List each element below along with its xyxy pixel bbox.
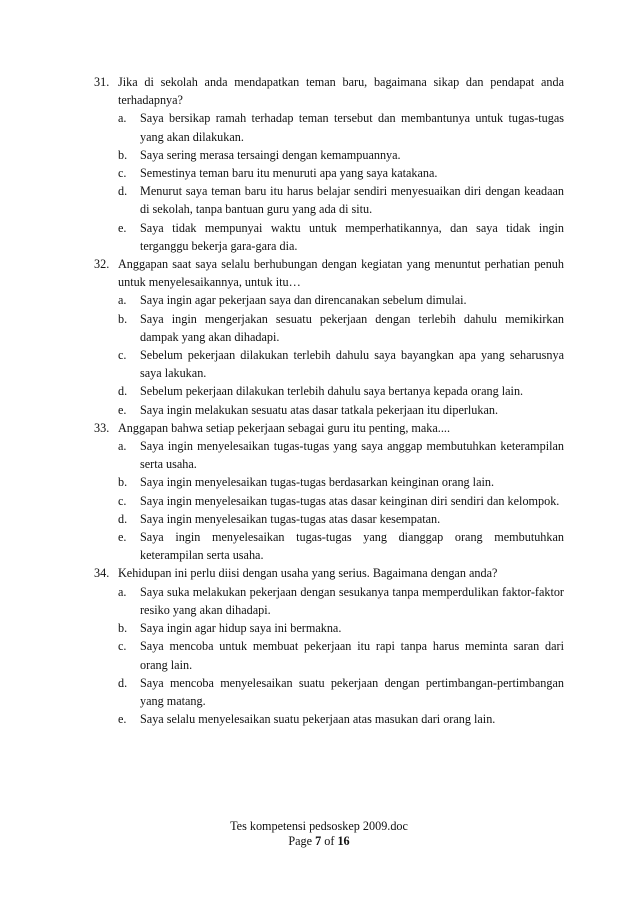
option-item xyxy=(118,510,564,528)
option-text: Saya mencoba menyelesaikan suatu pekerjaan dengan pertimbangan-pertimbangan yang matang. xyxy=(140,675,564,708)
option-letter: e. xyxy=(118,530,127,545)
option-text: Sebelum pekerjaan dilakukan terlebih dahulu saya bertanya kepada orang lain. xyxy=(140,384,524,399)
question-31 xyxy=(94,73,564,255)
option-list xyxy=(118,109,564,255)
option-letter: a. xyxy=(118,584,127,599)
question-number: 34. xyxy=(94,566,110,581)
option-item xyxy=(118,674,564,710)
option-text: Saya ingin mengerjakan sesuatu pekerjaan dengan terlebih dahulu memikirkan dampak yang akan dihadapi. xyxy=(140,311,564,344)
option-text: Saya tidak mempunyai waktu untuk memperhatikannya, dan saya tidak ingin terganggu bekerja gara-gara dia. xyxy=(140,220,564,253)
option-letter: b. xyxy=(118,311,128,326)
option-item xyxy=(118,637,564,673)
option-letter: a. xyxy=(118,439,127,454)
option-letter: d. xyxy=(118,675,128,690)
option-item xyxy=(118,182,564,218)
page-label: Page xyxy=(288,834,313,848)
option-letter: d. xyxy=(118,184,128,199)
question-text: Anggapan bahwa setiap pekerjaan sebagai guru itu penting, maka.... xyxy=(118,420,450,435)
option-item xyxy=(118,291,564,309)
question-33 xyxy=(94,419,564,565)
option-item xyxy=(118,346,564,382)
option-item xyxy=(118,310,564,346)
option-text: Saya ingin menyelesaikan tugas-tugas berdasarkan keinginan orang lain. xyxy=(140,475,495,490)
option-text: Saya suka melakukan pekerjaan dengan sesukanya tanpa memperdulikan faktor-faktor resiko yang akan dihadapi. xyxy=(140,584,564,617)
page-total: 16 xyxy=(337,834,350,848)
option-text: Saya ingin agar pekerjaan saya dan direncanakan sebelum dimulai. xyxy=(140,293,467,308)
option-text: Sebelum pekerjaan dilakukan terlebih dahulu saya bayangkan apa yang seharusnya saya lakukan. xyxy=(140,348,564,381)
option-letter: b. xyxy=(118,475,128,490)
page-current: 7 xyxy=(315,834,322,848)
option-item xyxy=(118,146,564,164)
footer-page-number xyxy=(0,834,638,849)
option-letter: a. xyxy=(118,293,127,308)
option-letter: b. xyxy=(118,621,128,636)
page-footer xyxy=(0,819,638,849)
question-number: 31. xyxy=(94,75,110,89)
option-letter: b. xyxy=(118,147,128,162)
option-text: Saya ingin menyelesaikan tugas-tugas yang saya anggap membutuhkan keterampilan serta usaha. xyxy=(140,439,564,472)
option-item xyxy=(118,492,564,510)
option-list xyxy=(118,583,564,729)
option-letter: c. xyxy=(118,166,127,181)
option-item xyxy=(118,219,564,255)
option-letter: c. xyxy=(118,493,127,508)
option-item xyxy=(118,619,564,637)
option-item xyxy=(118,401,564,419)
option-text: Semestinya teman baru itu menuruti apa yang saya katakana. xyxy=(140,166,438,181)
option-letter: a. xyxy=(118,111,127,126)
footer-filename: Tes kompetensi pedsoskep 2009.doc xyxy=(230,819,408,833)
option-text: Menurut saya teman baru itu harus belajar sendiri menyesuaikan diri dengan keadaan di sekolah, tanpa bantuan guru yang ada di situ. xyxy=(140,184,564,217)
option-item xyxy=(118,473,564,491)
page-of: of xyxy=(324,834,335,848)
question-number: 32. xyxy=(94,257,110,272)
option-letter: c. xyxy=(118,639,127,654)
document-body xyxy=(94,73,564,728)
option-text: Saya mencoba untuk membuat pekerjaan itu rapi tanpa harus meminta saran dari orang lain. xyxy=(140,639,564,672)
option-text: Saya ingin melakukan sesuatu atas dasar tatkala pekerjaan itu diperlukan. xyxy=(140,402,499,417)
option-letter: e. xyxy=(118,402,127,417)
option-text: Saya selalu menyelesaikan suatu pekerjaan atas masukan dari orang lain. xyxy=(140,712,496,727)
option-letter: d. xyxy=(118,384,128,399)
question-34 xyxy=(94,564,564,728)
option-letter: e. xyxy=(118,712,127,727)
option-item xyxy=(118,164,564,182)
option-text: Saya bersikap ramah terhadap teman tersebut dan membantunya untuk tugas-tugas yang akan dilakukan. xyxy=(140,111,564,144)
option-item xyxy=(118,583,564,619)
option-letter: e. xyxy=(118,220,127,235)
option-letter: c. xyxy=(118,348,127,363)
option-text: Saya ingin menyelesaikan tugas-tugas atas dasar kesempatan. xyxy=(140,511,441,526)
option-item xyxy=(118,382,564,400)
option-text: Saya ingin agar hidup saya ini bermakna. xyxy=(140,621,342,636)
option-list xyxy=(118,291,564,418)
option-item xyxy=(118,528,564,564)
question-32 xyxy=(94,255,564,419)
question-text: Anggapan saat saya selalu berhubungan dengan kegiatan yang menuntut perhatian penuh untuk menyelesaikannya, untuk itu… xyxy=(118,257,564,290)
option-item xyxy=(118,710,564,728)
option-text: Saya sering merasa tersaingi dengan kemampuannya. xyxy=(140,147,401,162)
option-text: Saya ingin menyelesaikan tugas-tugas atas dasar keinginan diri sendiri dan kelompok. xyxy=(140,493,560,508)
question-text: Kehidupan ini perlu diisi dengan usaha yang serius. Bagaimana dengan anda? xyxy=(118,566,498,581)
question-text: Jika di sekolah anda mendapatkan teman baru, bagaimana sikap dan pendapat anda terhadapnya? xyxy=(118,75,564,108)
option-letter: d. xyxy=(118,511,128,526)
option-text: Saya ingin menyelesaikan tugas-tugas yang dianggap orang membutuhkan keterampilan serta usaha. xyxy=(140,530,564,563)
option-item xyxy=(118,437,564,473)
option-list xyxy=(118,437,564,564)
option-item xyxy=(118,109,564,145)
question-number: 33. xyxy=(94,420,110,435)
